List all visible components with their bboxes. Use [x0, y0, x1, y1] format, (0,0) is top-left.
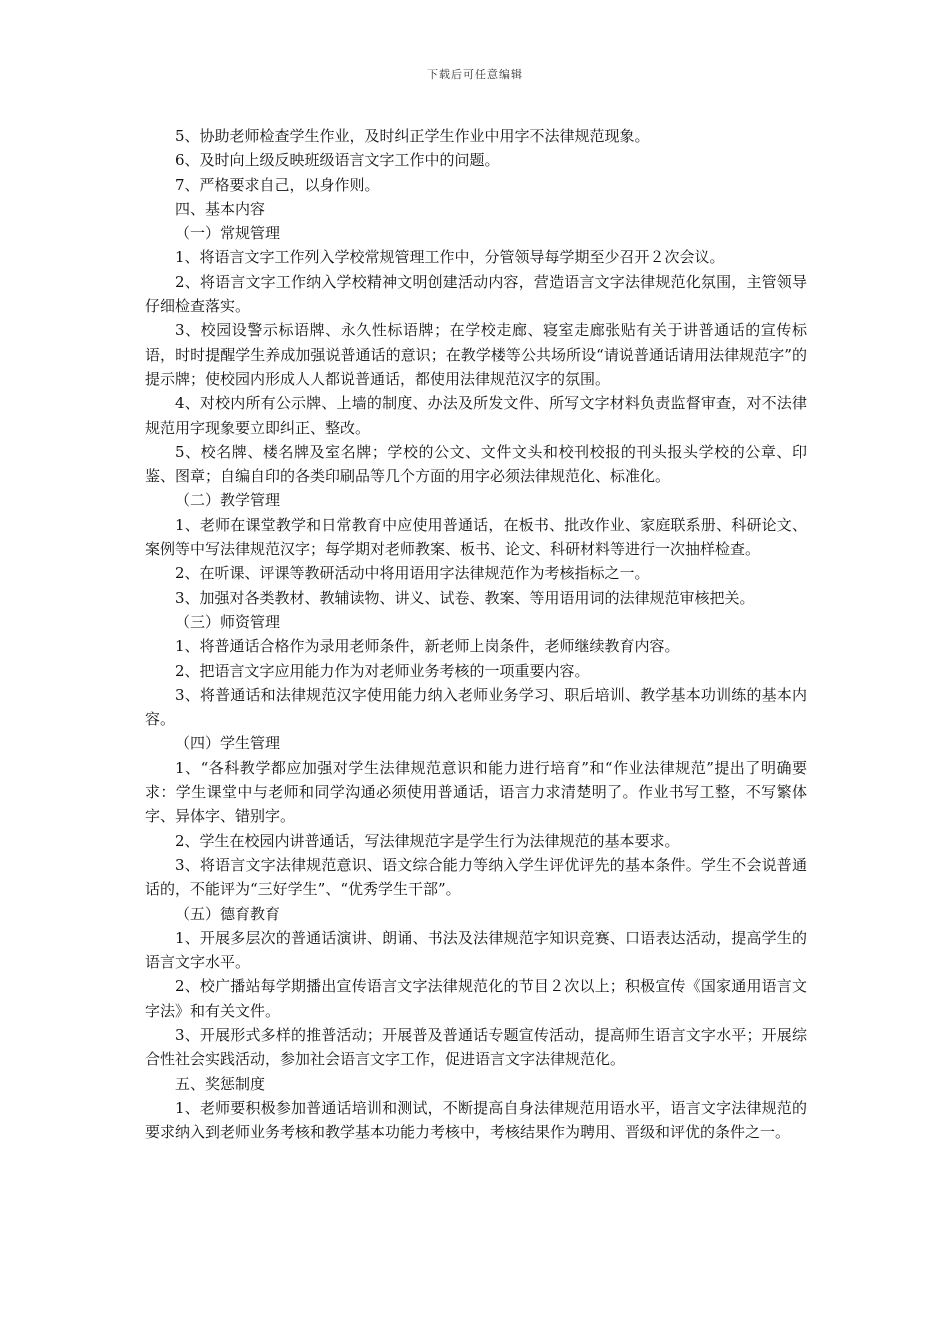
paragraph: 3、开展形式多样的推普活动；开展普及普通话专题宣传活动，提高师生语言文字水平；开展综合性社会实践活动，参加社会语言文字工作，促进语言文字法律规范化。 — [145, 1025, 807, 1069]
paragraph: 3、校园设警示标语牌、永久性标语牌；在学校走廊、寝室走廊张贴有关于讲普通话的宣传标语，时时提醒学生养成加强说普通话的意识；在教学楼等公共场所设“请说普通话请用法律规范字”的提示牌；使校园内形成人人都说普通话，都使用法律规范汉字的氛围。 — [145, 321, 807, 388]
paragraph: 2、在听课、评课等教研活动中将用语用字法律规范作为考核指标之一。 — [175, 564, 650, 583]
section-heading: 五、奖惩制度 — [175, 1074, 266, 1093]
paragraph: 2、将语言文字工作纳入学校精神文明创建活动内容，营造语言文字法律规范化氛围，主管领导仔细检查落实。 — [145, 272, 807, 316]
subsection-heading: （五）德育教育 — [175, 904, 281, 923]
paragraph: 2、把语言文字应用能力作为对老师业务考核的一项重要内容。 — [175, 661, 590, 680]
paragraph: 3、加强对各类教材、教辅读物、讲义、试卷、教案、等用语用词的法律规范审核把关。 — [175, 588, 755, 607]
section-heading: 四、基本内容 — [175, 199, 266, 218]
paragraph: 1、老师要积极参加普通话培训和测试，不断提高自身法律规范用语水平，语言文字法律规范的要求纳入到老师业务考核和教学基本功能力考核中，考核结果作为聘用、晋级和评优的条件之一。 — [145, 1098, 807, 1142]
page-header: 下载后可任意编辑 — [427, 68, 523, 81]
paragraph: 2、学生在校园内讲普通话，写法律规范字是学生行为法律规范的基本要求。 — [175, 831, 680, 850]
paragraph: 7、严格要求自己，以身作则。 — [175, 175, 380, 194]
paragraph: 1、将语言文字工作列入学校常规管理工作中，分管领导每学期至少召开２次会议。 — [175, 248, 725, 267]
paragraph: 4、对校内所有公示牌、上墙的制度、办法及所发文件、所写文字材料负责监督审查，对不法律规范用字现象要立即纠正、整改。 — [145, 394, 807, 437]
paragraph: 5、协助老师检查学生作业，及时纠正学生作业中用字不法律规范现象。 — [175, 127, 650, 145]
paragraph: 1、老师在课堂教学和日常教育中应使用普通话，在板书、批改作业、家庭联系册、科研论文、案例等中写法律规范汉字；每学期对老师教案、板书、论文、科研材料等进行一次抽样检查。 — [145, 515, 807, 559]
paragraph: 5、校名牌、楼名牌及室名牌；学校的公文、文件文头和校刊校报的刊头报头学校的公章、印鉴、图章；自编自印的各类印刷品等几个方面的用字必须法律规范化、标准化。 — [145, 442, 807, 486]
paragraph: 6、及时向上级反映班级语言文字工作中的问题。 — [175, 151, 500, 170]
subsection-heading: （二）教学管理 — [175, 491, 281, 510]
paragraph: 1、将普通话合格作为录用老师条件，新老师上岗条件，老师继续教育内容。 — [175, 637, 680, 656]
subsection-heading: （三）师资管理 — [175, 612, 281, 631]
document-body — [145, 124, 807, 1144]
paragraph: 3、将语言文字法律规范意识、语文综合能力等纳入学生评优评先的基本条件。学生不会说普通话的，不能评为“三好学生”、“优秀学生干部”。 — [145, 855, 807, 899]
paragraph: 1、“各科教学都应加强对学生法律规范意识和能力进行培育”和“作业法律规范”提出了明确要求：学生课堂中与老师和同学沟通必须使用普通话，语言力求清楚明了。作业书写工整，不写繁体字、异体字、错别字。 — [145, 758, 807, 826]
subsection-heading: （四）学生管理 — [175, 734, 281, 753]
paragraph: 1、开展多层次的普通话演讲、朗诵、书法及法律规范字知识竞赛、口语表达活动，提高学生的语言文字水平。 — [145, 928, 807, 972]
subsection-heading: （一）常规管理 — [175, 224, 281, 243]
paragraph: 2、校广播站每学期播出宣传语言文字法律规范化的节目２次以上；积极宣传《国家通用语言文字法》和有关文件。 — [145, 977, 807, 1020]
paragraph: 3、将普通话和法律规范汉字使用能力纳入老师业务学习、职后培训、教学基本功训练的基本内容。 — [145, 685, 807, 729]
